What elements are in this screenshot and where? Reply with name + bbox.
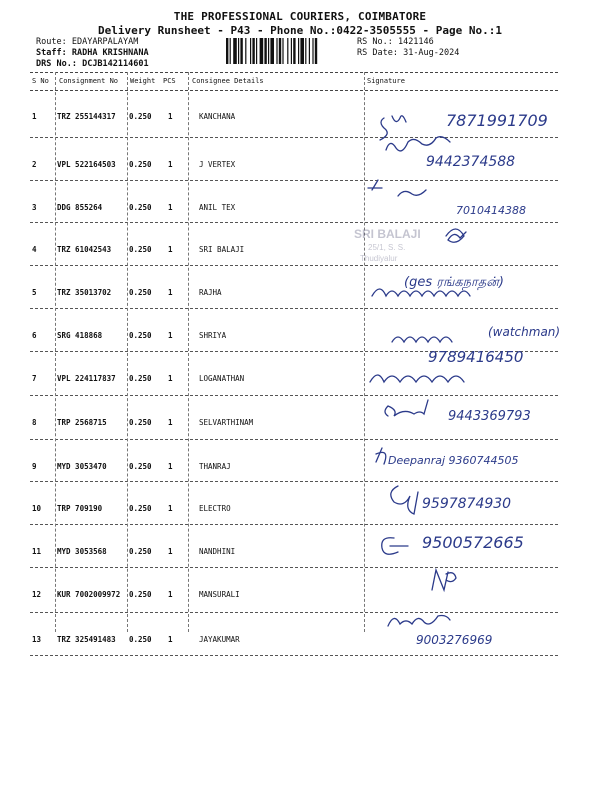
signature-scribble-5 bbox=[372, 289, 470, 296]
cell-weight: 0.250 bbox=[129, 590, 152, 599]
col-weight: Weight bbox=[130, 77, 156, 85]
cell-sno: 5 bbox=[32, 288, 37, 297]
cell-consignment: SRG 418868 bbox=[57, 331, 103, 340]
cell-consignee: MANSURALI bbox=[199, 590, 240, 599]
signature-scribble-13 bbox=[388, 616, 450, 627]
cell-pcs: 1 bbox=[168, 374, 173, 383]
cell-pcs: 1 bbox=[168, 635, 173, 644]
col-sno: S No bbox=[32, 77, 49, 85]
signature-scribble-12 bbox=[432, 570, 456, 590]
signature-scribble-3 bbox=[368, 180, 426, 196]
cell-weight: 0.250 bbox=[129, 418, 152, 427]
stamp-line-1: SRI BALAJI bbox=[354, 227, 421, 241]
route-label: Route: bbox=[36, 37, 67, 47]
cell-consignment: KUR 7002009972 bbox=[57, 590, 121, 599]
cell-consignee: RAJHA bbox=[199, 288, 222, 297]
signature-scribble-9 bbox=[376, 448, 386, 464]
handwritten-phone-1: 7871991709 bbox=[446, 111, 548, 130]
col-consignee: Consignee Details bbox=[192, 77, 264, 85]
cell-sno: 6 bbox=[32, 331, 37, 340]
stamp-line-2: 25/1, S. S. bbox=[368, 243, 406, 252]
cell-consignment: TRZ 325491483 bbox=[57, 635, 116, 644]
cell-consignment: TRP 709190 bbox=[57, 504, 103, 513]
cell-sno: 4 bbox=[32, 245, 37, 254]
cell-consignee: JAYAKUMAR bbox=[199, 635, 240, 644]
cell-consignment: VPL 224117837 bbox=[57, 374, 116, 383]
rs-date-label: RS Date: bbox=[357, 48, 398, 58]
cell-weight: 0.250 bbox=[129, 462, 152, 471]
handwritten-phone-3: 7010414388 bbox=[456, 204, 526, 217]
cell-pcs: 1 bbox=[168, 331, 173, 340]
rs-no-label: RS No.: bbox=[357, 37, 393, 47]
handwritten-phone-8: 9443369793 bbox=[448, 409, 531, 424]
cell-pcs: 1 bbox=[168, 245, 173, 254]
cell-consignment: TRP 2568715 bbox=[57, 418, 107, 427]
cell-weight: 0.250 bbox=[129, 374, 152, 383]
rs-no-value: 1421146 bbox=[397, 37, 434, 47]
cell-consignee: SELVARTHINAM bbox=[199, 418, 254, 427]
cell-pcs: 1 bbox=[168, 547, 173, 556]
cell-weight: 0.250 bbox=[129, 547, 152, 556]
cell-sno: 11 bbox=[32, 547, 42, 556]
handwritten-phone-7: 9789416450 bbox=[428, 348, 524, 366]
cell-pcs: 1 bbox=[168, 504, 173, 513]
cell-consignee: NANDHINI bbox=[199, 547, 236, 556]
cell-pcs: 1 bbox=[168, 203, 173, 212]
rs-date-value: 31-Aug-2024 bbox=[403, 48, 460, 58]
page-title: THE PROFESSIONAL COURIERS, COIMBATORE bbox=[173, 10, 427, 23]
cell-sno: 3 bbox=[32, 203, 37, 212]
cell-weight: 0.250 bbox=[129, 160, 152, 169]
handwritten-name-5: (ges ரங்கநாதன்) bbox=[404, 275, 504, 290]
cell-weight: 0.250 bbox=[129, 331, 152, 340]
route-value: EDAYARPALAYAM bbox=[71, 37, 139, 47]
signature-scribble-4 bbox=[446, 229, 466, 242]
cell-sno: 7 bbox=[32, 374, 37, 383]
cell-consignment: DDG 855264 bbox=[57, 203, 103, 212]
cell-sno: 8 bbox=[32, 418, 37, 427]
signature-scribble-2 bbox=[386, 137, 450, 151]
staff-value: RADHA KRISHNANA bbox=[71, 48, 149, 58]
signature-scribble-7 bbox=[370, 375, 464, 382]
cell-consignment: MYD 3053470 bbox=[57, 462, 107, 471]
cell-pcs: 1 bbox=[168, 590, 173, 599]
handwritten-phone-2: 9442374588 bbox=[426, 154, 516, 170]
drs-label: DRS No.: bbox=[36, 59, 77, 69]
signature-scribble-6 bbox=[392, 337, 452, 342]
cell-consignment: TRZ 35013702 bbox=[57, 288, 112, 297]
staff-label: Staff: bbox=[36, 48, 67, 58]
cell-weight: 0.250 bbox=[129, 635, 152, 644]
col-pcs: PCS bbox=[163, 77, 176, 85]
cell-consignee: LOGANATHAN bbox=[199, 374, 245, 383]
cell-weight: 0.250 bbox=[129, 288, 152, 297]
cell-pcs: 1 bbox=[168, 288, 173, 297]
cell-consignee: ANIL TEX bbox=[199, 203, 236, 212]
cell-consignee: SRI BALAJI bbox=[199, 245, 245, 254]
cell-consignee: KANCHANA bbox=[199, 112, 236, 121]
cell-consignee: J VERTEX bbox=[199, 160, 236, 169]
cell-consignment: MYD 3053568 bbox=[57, 547, 107, 556]
cell-sno: 9 bbox=[32, 462, 37, 471]
handwritten-phone-13: 9003276969 bbox=[416, 633, 493, 647]
cell-pcs: 1 bbox=[168, 112, 173, 121]
cell-weight: 0.250 bbox=[129, 504, 152, 513]
cell-weight: 0.250 bbox=[129, 203, 152, 212]
cell-sno: 10 bbox=[32, 504, 42, 513]
col-consignment: Consignment No bbox=[59, 77, 119, 85]
handwritten-phone-11: 9500572665 bbox=[422, 533, 524, 552]
cell-weight: 0.250 bbox=[129, 112, 152, 121]
signature-scribble-10 bbox=[391, 486, 418, 514]
cell-sno: 13 bbox=[32, 635, 42, 644]
col-signature: Signature bbox=[367, 77, 405, 85]
cell-sno: 2 bbox=[32, 160, 37, 169]
cell-consignment: TRZ 61042543 bbox=[57, 245, 112, 254]
cell-consignment: VPL 522164503 bbox=[57, 160, 116, 169]
handwritten-phone-10: 9597874930 bbox=[422, 496, 512, 512]
cell-weight: 0.250 bbox=[129, 245, 152, 254]
cell-pcs: 1 bbox=[168, 418, 173, 427]
drs-value: DCJB142114601 bbox=[82, 59, 149, 69]
signature-scribble-11 bbox=[382, 538, 408, 555]
cell-consignee: THANRAJ bbox=[199, 462, 231, 471]
signature-scribble-1 bbox=[380, 116, 406, 140]
signature-scribble-8 bbox=[385, 400, 428, 416]
stamp-line-3: Thudiyalur bbox=[360, 254, 398, 263]
cell-sno: 1 bbox=[32, 112, 37, 121]
cell-sno: 12 bbox=[32, 590, 42, 599]
cell-consignee: SHRIYA bbox=[199, 331, 227, 340]
cell-consignee: ELECTRO bbox=[199, 504, 231, 513]
handwritten-name-phone-9: Deepanraj 9360744505 bbox=[388, 454, 519, 467]
page-subtitle: Delivery Runsheet - P43 - Phone No.:0422-3505555 - Page No.:1 bbox=[98, 24, 502, 37]
cell-pcs: 1 bbox=[168, 160, 173, 169]
cell-consignment: TRZ 255144317 bbox=[57, 112, 116, 121]
cell-pcs: 1 bbox=[168, 462, 173, 471]
handwritten-note-6: (watchman) bbox=[488, 325, 561, 339]
